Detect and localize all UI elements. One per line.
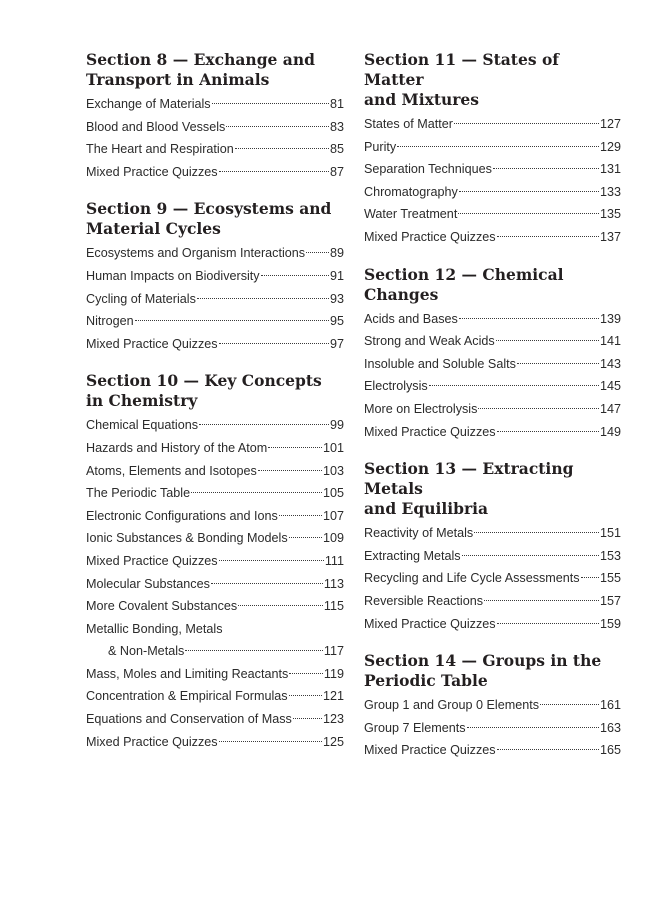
toc-section — [364, 265, 621, 444]
entry-label: Mixed Practice Quizzes — [86, 336, 218, 351]
toc-entry[interactable] — [364, 136, 621, 159]
entry-label: Separation Techniques — [364, 162, 492, 177]
page-number: 93 — [329, 291, 344, 306]
entry-label-continued: & Non-Metals — [108, 644, 185, 659]
page-number: 123 — [322, 712, 344, 727]
entry-label: States of Matter — [364, 117, 453, 131]
section-title-line: Periodic Table — [364, 671, 488, 691]
section-title — [86, 199, 344, 239]
toc-entry[interactable] — [364, 353, 621, 376]
dot-leader — [458, 213, 599, 214]
dot-leader — [289, 673, 323, 674]
entry-label: Acids and Bases — [364, 311, 458, 326]
dot-leader — [496, 340, 599, 341]
page-number: 163 — [599, 720, 621, 735]
section-title-line: Section 10 — Key Concepts — [86, 371, 322, 391]
dot-leader — [219, 741, 322, 742]
page-number: 101 — [322, 440, 344, 455]
page-number: 99 — [329, 418, 344, 433]
page-number: 87 — [329, 164, 344, 179]
dot-leader — [454, 123, 599, 124]
dot-leader — [219, 343, 329, 344]
entry-label: Mixed Practice Quizzes — [86, 164, 218, 179]
dot-leader — [484, 600, 599, 601]
page-number: 103 — [322, 463, 344, 478]
dot-leader — [268, 447, 322, 448]
section-title-line: and Mixtures — [364, 90, 480, 109]
toc-entry[interactable] — [364, 590, 621, 613]
dot-leader — [197, 298, 329, 299]
toc-entry[interactable] — [364, 226, 621, 249]
section-title-line: Section 11 — States of Matter — [364, 50, 559, 89]
toc-entry[interactable] — [86, 731, 344, 754]
entry-label: Mass, Moles and Limiting Reactants — [86, 666, 289, 681]
page-number: 115 — [323, 599, 344, 614]
section-title-line: Transport in Animals — [86, 70, 270, 89]
page-number: 145 — [599, 379, 621, 394]
section-title — [364, 651, 621, 691]
page-number: 155 — [599, 571, 621, 586]
section-title — [364, 459, 621, 519]
page-number: 121 — [322, 689, 344, 704]
dot-leader — [258, 470, 322, 471]
dot-leader — [478, 408, 599, 409]
dot-leader — [467, 727, 599, 728]
dot-leader — [211, 583, 323, 584]
entry-label: Metallic Bonding, Metals — [86, 621, 223, 636]
dot-leader — [581, 577, 599, 578]
dot-leader — [497, 236, 599, 237]
toc-entry[interactable] — [364, 398, 621, 421]
toc-section — [364, 651, 621, 762]
dot-leader — [199, 424, 329, 425]
page-number: 147 — [599, 401, 621, 416]
dot-leader — [238, 605, 323, 606]
entry-label: Purity — [364, 139, 397, 154]
entry-label: Human Impacts on Biodiversity — [86, 268, 260, 283]
entry-label: Insoluble and Soluble Salts — [364, 356, 516, 371]
page-number: 159 — [599, 616, 621, 631]
toc-entry[interactable] — [364, 739, 621, 762]
toc-entry[interactable] — [86, 618, 344, 663]
toc-entry[interactable] — [364, 330, 621, 353]
page-number: 113 — [323, 576, 344, 591]
dot-leader — [219, 171, 329, 172]
dot-leader — [497, 623, 599, 624]
entry-label: Atoms, Elements and Isotopes — [86, 463, 257, 478]
toc-entry[interactable] — [86, 573, 344, 596]
page-number: 143 — [599, 356, 621, 371]
section-title-line: Section 13 — Extracting Metals — [364, 459, 574, 499]
dot-leader — [212, 103, 329, 104]
toc-entry[interactable] — [86, 288, 344, 311]
section-title-line: Section 12 — Chemical — [364, 264, 564, 284]
page-number: 131 — [599, 162, 621, 177]
entry-label: Group 1 and Group 0 Elements — [364, 698, 540, 713]
entry-label: Mixed Practice Quizzes — [364, 424, 496, 439]
page-number: 95 — [329, 314, 344, 329]
toc-entry[interactable] — [86, 550, 344, 573]
toc-entry[interactable] — [86, 138, 344, 161]
entry-label: Nitrogen — [86, 314, 134, 329]
entry-label: The Periodic Table — [86, 486, 191, 501]
dot-leader — [235, 148, 329, 149]
dot-leader — [191, 492, 322, 493]
entry-label: Concentration & Empirical Formulas — [86, 689, 288, 704]
dot-leader — [474, 532, 599, 533]
entry-label: Strong and Weak Acids — [364, 334, 495, 349]
entry-label: Electrolysis — [364, 379, 428, 394]
entry-label: Equations and Conservation of Mass — [86, 712, 292, 727]
toc-entry[interactable] — [364, 694, 621, 717]
dot-leader — [540, 704, 599, 705]
page-number: 85 — [329, 142, 344, 157]
dot-leader — [306, 252, 329, 253]
page-number: 97 — [329, 336, 344, 351]
toc-entry[interactable] — [364, 203, 621, 226]
toc-section — [86, 50, 344, 183]
toc-entry[interactable] — [86, 708, 344, 731]
section-title-line: Section 8 — Exchange and — [86, 50, 315, 69]
entry-label: Group 7 Elements — [364, 720, 466, 735]
toc-entry[interactable] — [86, 116, 344, 139]
entry-label: Hazards and History of the Atom — [86, 440, 268, 455]
page-number: 109 — [322, 531, 344, 546]
section-title — [86, 371, 344, 411]
entry-label: Reactivity of Metals — [364, 526, 474, 541]
dot-leader — [261, 275, 329, 276]
toc-entry[interactable] — [86, 93, 344, 116]
section-title — [86, 50, 344, 90]
entry-label: Mixed Practice Quizzes — [364, 616, 496, 631]
dot-leader — [219, 560, 324, 561]
entry-label: Mixed Practice Quizzes — [364, 743, 496, 758]
entry-label: Ionic Substances & Bonding Models — [86, 531, 288, 546]
entry-label: Cycling of Materials — [86, 291, 196, 306]
page-number: 149 — [599, 424, 621, 439]
toc-entry[interactable] — [86, 527, 344, 550]
dot-leader — [497, 431, 599, 432]
page-number: 117 — [323, 644, 344, 659]
toc-entry[interactable] — [86, 161, 344, 184]
entry-label: The Heart and Respiration — [86, 142, 234, 157]
entry-label: Chemical Equations — [86, 418, 199, 433]
toc-left-column — [86, 50, 344, 769]
dot-leader — [293, 718, 322, 719]
toc-section — [86, 199, 344, 355]
toc-entry[interactable] — [86, 437, 344, 460]
section-title — [364, 50, 621, 110]
page-number: 129 — [599, 139, 621, 154]
page-number: 141 — [599, 334, 621, 349]
section-title-line: in Chemistry — [86, 391, 198, 411]
entry-label: Reversible Reactions — [364, 593, 483, 608]
toc-entry[interactable] — [364, 113, 621, 136]
section-title — [364, 265, 621, 305]
dot-leader — [462, 555, 599, 556]
page-number: 89 — [329, 246, 344, 261]
entry-label: Blood and Blood Vessels — [86, 119, 226, 134]
toc-entry[interactable] — [86, 505, 344, 528]
section-title-line: Section 9 — Ecosystems and — [86, 199, 332, 219]
entry-label: Extracting Metals — [364, 548, 461, 563]
page-number: 125 — [322, 734, 344, 749]
toc-entry[interactable] — [364, 181, 621, 204]
dot-leader — [226, 126, 329, 127]
page-number: 165 — [599, 743, 621, 758]
toc-section — [86, 371, 344, 753]
dot-leader — [493, 168, 599, 169]
toc-right-column — [364, 50, 621, 778]
page-number: 81 — [329, 97, 344, 111]
page-number: 139 — [599, 311, 621, 326]
entry-label: More Covalent Substances — [86, 599, 238, 614]
page-number: 157 — [599, 593, 621, 608]
page-number: 107 — [322, 508, 344, 523]
toc-entry[interactable] — [86, 310, 344, 333]
entry-label: Molecular Substances — [86, 576, 210, 591]
toc-entry[interactable] — [86, 265, 344, 288]
entry-label: Recycling and Life Cycle Assessments — [364, 571, 580, 586]
section-title-line: and Equilibria — [364, 499, 489, 519]
dot-leader — [289, 537, 322, 538]
page-number: 119 — [323, 666, 344, 681]
toc-entry[interactable] — [364, 717, 621, 740]
toc-entry[interactable] — [86, 685, 344, 708]
page-number: 111 — [324, 553, 344, 568]
dot-leader — [459, 318, 599, 319]
page-number: 153 — [599, 548, 621, 563]
section-title-line: Section 14 — Groups in the — [364, 651, 602, 671]
page-number: 91 — [329, 268, 344, 283]
dot-leader — [497, 749, 599, 750]
page-number: 83 — [329, 119, 344, 134]
toc-entry[interactable] — [86, 414, 344, 437]
toc-entry[interactable] — [364, 375, 621, 398]
page-number: 135 — [599, 207, 621, 222]
dot-leader — [517, 363, 599, 364]
dot-leader — [279, 515, 322, 516]
page-number: 105 — [322, 486, 344, 501]
dot-leader — [397, 146, 599, 147]
entry-label: Chromatography — [364, 184, 458, 199]
entry-label: Water Treatment — [364, 207, 458, 222]
toc-section — [364, 459, 621, 635]
toc-entry[interactable] — [364, 308, 621, 331]
toc-entry[interactable] — [364, 545, 621, 568]
entry-label: Ecosystems and Organism Interactions — [86, 246, 306, 261]
dot-leader — [135, 320, 329, 321]
toc-section — [364, 50, 621, 249]
section-title-line: Material Cycles — [86, 219, 221, 239]
dot-leader — [459, 191, 599, 192]
toc-entry[interactable] — [86, 460, 344, 483]
page-number: 127 — [599, 117, 621, 131]
toc-entry[interactable] — [364, 421, 621, 444]
toc-entry[interactable] — [86, 482, 344, 505]
dot-leader — [185, 650, 323, 651]
entry-label: Mixed Practice Quizzes — [364, 229, 496, 244]
toc-entry[interactable] — [364, 158, 621, 181]
toc-entry[interactable] — [364, 613, 621, 636]
entry-label: Electronic Configurations and Ions — [86, 508, 278, 523]
page-number: 151 — [599, 526, 621, 541]
toc-entry[interactable] — [364, 567, 621, 590]
toc-entry[interactable] — [364, 522, 621, 545]
toc-entry[interactable] — [86, 595, 344, 618]
toc-entry[interactable] — [86, 333, 344, 356]
entry-label: Mixed Practice Quizzes — [86, 734, 218, 749]
page-number: 133 — [599, 184, 621, 199]
toc-entry[interactable] — [86, 242, 344, 265]
dot-leader — [429, 385, 599, 386]
dot-leader — [289, 695, 322, 696]
entry-label: Mixed Practice Quizzes — [86, 553, 218, 568]
section-title-line: Changes — [364, 284, 439, 304]
toc-entry[interactable] — [86, 663, 344, 686]
entry-label: More on Electrolysis — [364, 401, 478, 416]
page-number: 161 — [599, 698, 621, 713]
entry-label: Exchange of Materials — [86, 97, 211, 111]
page-number: 137 — [599, 229, 621, 244]
